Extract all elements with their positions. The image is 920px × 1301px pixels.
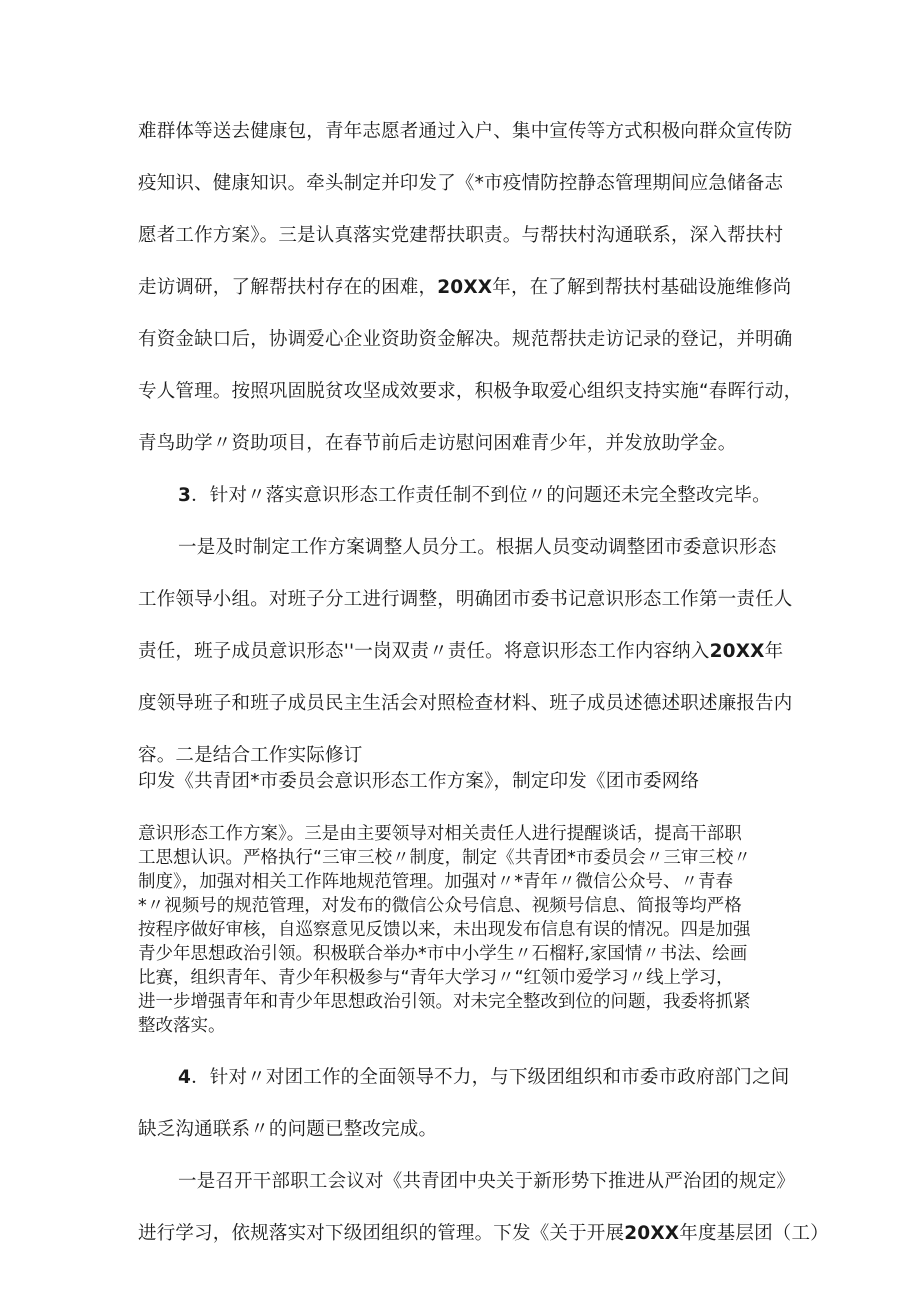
text-line: 一是召开干部职工会议对《共青团中央关于新形势下推进从严治团的规定》 [178, 1171, 796, 1192]
text-line: 工思想认识。严格执行“三审三校〃制度，制定《共青团*市委员会〃三审三校〃 [138, 848, 751, 868]
year-placeholder: 20XX [709, 641, 765, 662]
text-line: 有资金缺口后，协调爱心企业资助资金解决。规范帮扶走访记录的登记，并明确 [138, 329, 793, 350]
heading-number: 4 [178, 1067, 192, 1088]
text-line: 按程序做好审核，自巡察意见反馈以来，未出现发布信息有误的情况。四是加强 [138, 920, 751, 940]
text-run: 进行学习，依规落实对下级团组织的管理。下发《关于开展 [138, 1223, 625, 1244]
text-line [138, 640, 788, 664]
text-line: 容。二是结合工作实际修订 [138, 745, 363, 766]
heading-text: ．针对〃对团工作的全面领导不力，与下级团组织和市委市政府部门之间 [191, 1067, 790, 1088]
heading-text: ．针对〃落实意识形态工作责任制不到位〃的问题还未完全整改完毕。 [191, 485, 771, 506]
text-line: 缺乏沟通联系〃的问题已整改完成。 [138, 1119, 438, 1140]
text-run: 走访调研，了解帮扶村存在的困难， [138, 277, 438, 298]
text-line: 愿者工作方案》。三是认真落实党建帮扶职责。与帮扶村沟通联系，深入帮扶村 [138, 225, 784, 246]
text-line: *〃视频号的规范管理，对发布的微信公众号信息、视频号信息、简报等均严格 [138, 896, 742, 916]
text-run: 年，在了解到帮扶村基础设施维修尚 [492, 277, 792, 298]
text-line: 难群体等送去健康包，青年志愿者通过入户、集中宣传等方式积极向群众宣传防 [138, 121, 793, 142]
text-line: 制度》，加强对相关工作阵地规范管理。加强对〃*青年〃微信公众号、〃青春 [138, 872, 733, 892]
text-line: 青鸟助学〃资助项目，在春节前后走访慰问困难青少年，并发放助学金。 [138, 433, 737, 454]
text-line: 度领导班子和班子成员民主生活会对照检查材料、班子成员述德述职述廉报告内 [138, 693, 793, 714]
heading-number: 3 [178, 485, 192, 506]
text-line: 比赛，组织青年、青少年积极参与“青年大学习〃“红领巾爱学习〃线上学习， [138, 968, 734, 988]
year-placeholder: 20XX [624, 1223, 680, 1244]
text-line: 专人管理。按照巩固脱贫攻坚成效要求，积极争取爱心组织支持实施“春晖行动， [138, 381, 803, 402]
text-run: 年 [764, 641, 784, 662]
text-line [138, 1222, 829, 1246]
text-line: 工作领导小组。对班子分工进行调整，明确团市委书记意识形态工作第一责任人 [138, 589, 793, 610]
text-line: 一是及时制定工作方案调整人员分工。根据人员变动调整团市委意识形态 [178, 537, 777, 558]
year-placeholder: 20XX [437, 277, 493, 298]
text-run: 责任，班子成员意识形态''一岗双责〃责任。将意识形态工作内容纳入 [138, 641, 710, 662]
text-line: 整改落实。 [138, 1016, 226, 1036]
text-line: 进一步增强青年和青少年思想政治引领。对未完全整改到位的问题，我委将抓紧 [138, 992, 751, 1012]
text-line: 印发《共青团*市委员会意识形态工作方案》，制定印发《团市委网络 [138, 771, 700, 792]
text-line: 意识形态工作方案》。三是由主要领导对相关责任人进行提醒谈话，提高干部职 [138, 824, 742, 844]
section-heading-4 [178, 1066, 788, 1090]
text-line: 疫知识、健康知识。牵头制定并印发了《*市疫情防控静态管理期间应急储备志 [138, 173, 784, 194]
text-run: 年度基层团（工） [679, 1223, 829, 1244]
text-line [138, 276, 792, 300]
text-line: 青少年思想政治引领。积极联合举办*市中小学生〃石榴籽,家国情〃书法、绘画 [138, 944, 748, 964]
section-heading-3 [178, 484, 788, 508]
